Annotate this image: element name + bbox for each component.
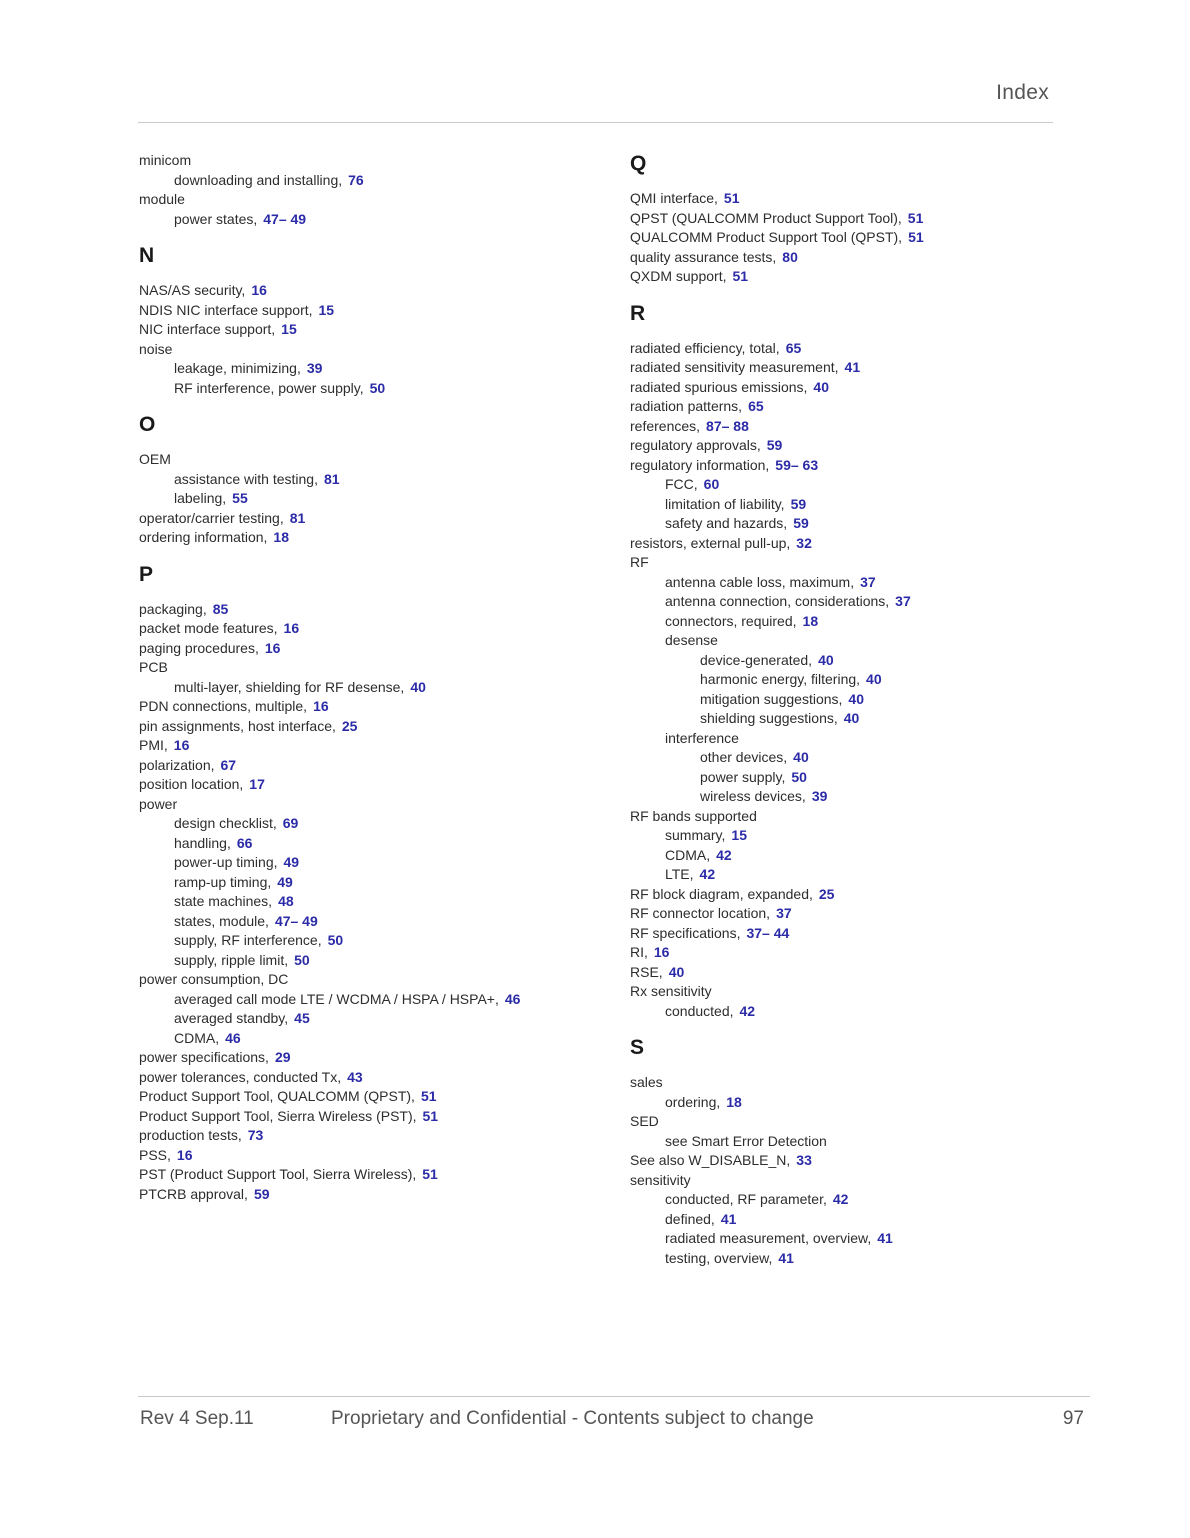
- page-reference-link[interactable]: 37: [895, 593, 911, 609]
- index-term: multi-layer, shielding for RF desense,: [174, 678, 405, 695]
- index-term: other devices,: [700, 749, 788, 765]
- index-term: RF connector location,: [630, 905, 771, 921]
- index-entry: [139, 171, 579, 191]
- index-entry: [630, 189, 1070, 209]
- index-entry: [630, 358, 1070, 378]
- index-term: CDMA,: [665, 846, 711, 863]
- index-entry: [630, 982, 1070, 1002]
- index-entry: [630, 924, 1070, 944]
- index-entry: [630, 690, 1070, 710]
- index-entry: [139, 151, 579, 171]
- index-term: references,: [630, 417, 701, 434]
- page-reference-link[interactable]: 73: [247, 1127, 264, 1143]
- page-reference-link[interactable]: 42: [699, 866, 716, 882]
- page-reference-link[interactable]: 51: [422, 1166, 438, 1182]
- page-reference-link[interactable]: 15: [281, 321, 297, 337]
- index-entry: [139, 970, 579, 990]
- page-reference-link[interactable]: 17: [249, 776, 265, 792]
- page-reference-link[interactable]: 29: [274, 1049, 291, 1065]
- index-term: testing, overview,: [665, 1249, 773, 1266]
- index-term: radiated measurement, overview,: [665, 1230, 872, 1246]
- index-term: radiation patterns,: [630, 398, 743, 414]
- page-reference-link[interactable]: 16: [264, 639, 281, 656]
- index-entry: [139, 301, 579, 321]
- index-entry: [139, 697, 579, 717]
- index-entry: [139, 639, 579, 659]
- index-term: Product Support Tool, Sierra Wireless (PST),: [139, 1107, 417, 1124]
- index-entry: [630, 709, 1070, 729]
- index-entry: [630, 885, 1070, 905]
- page-reference-link[interactable]: 51: [907, 209, 924, 226]
- index-entry: [630, 1132, 1070, 1152]
- page-reference-link[interactable]: 47– 49: [274, 912, 318, 929]
- index-term: sensitivity: [630, 1171, 691, 1188]
- page-reference-link[interactable]: 50: [327, 932, 344, 948]
- index-entry: [139, 795, 579, 815]
- index-term: assistance with testing,: [174, 470, 318, 487]
- page-reference-link[interactable]: 16: [251, 282, 267, 298]
- index-term: noise: [139, 340, 173, 357]
- page-reference-link[interactable]: 59: [790, 495, 807, 512]
- index-entry: [139, 951, 579, 971]
- index-entry: [139, 1068, 579, 1088]
- page-reference-link[interactable]: 18: [273, 529, 289, 545]
- page-reference-link[interactable]: 37: [776, 905, 792, 921]
- index-term: See also W_DISABLE_N,: [630, 1152, 791, 1168]
- index-entry: [139, 775, 579, 795]
- page-header-title: Index: [996, 81, 1049, 104]
- index-term: regulatory information,: [630, 456, 770, 473]
- page-reference-link[interactable]: 67: [220, 756, 237, 773]
- index-entry: [139, 379, 579, 399]
- index-entry: [139, 873, 579, 893]
- page-reference-link[interactable]: 50: [294, 951, 310, 968]
- index-term: PTCRB approval,: [139, 1185, 248, 1202]
- header-divider: [138, 122, 1053, 123]
- index-entry: [139, 658, 579, 678]
- index-term: power supply,: [700, 768, 786, 785]
- index-term: conducted, RF parameter,: [665, 1191, 827, 1207]
- page-reference-link[interactable]: 59: [793, 515, 809, 531]
- index-term: interference: [665, 729, 739, 746]
- index-term: minicom: [139, 152, 192, 168]
- page-reference-link[interactable]: 65: [748, 398, 764, 414]
- page-reference-link[interactable]: 16: [313, 698, 329, 714]
- index-entry: [139, 717, 579, 737]
- index-entry: [630, 768, 1070, 788]
- page-reference-link[interactable]: 49: [277, 873, 293, 890]
- index-term: radiated efficiency, total,: [630, 339, 780, 356]
- index-section-heading: Q: [630, 152, 647, 175]
- page-reference-link[interactable]: 16: [653, 944, 670, 960]
- index-term: supply, RF interference,: [174, 932, 322, 948]
- page-reference-link[interactable]: 59– 63: [775, 456, 819, 473]
- page-reference-link[interactable]: 18: [726, 1093, 742, 1110]
- index-entry: [630, 826, 1070, 846]
- index-term: RF bands supported: [630, 807, 757, 824]
- index-entry: [630, 807, 1070, 827]
- index-entry: [630, 514, 1070, 534]
- index-entry: [630, 378, 1070, 398]
- index-entry: [139, 1107, 579, 1127]
- index-term: summary,: [665, 827, 726, 843]
- page-reference-link[interactable]: 41: [720, 1210, 737, 1227]
- index-term: module: [139, 191, 185, 207]
- index-entry: [630, 1112, 1070, 1132]
- index-section-heading: R: [630, 301, 646, 325]
- index-term: state machines,: [174, 893, 273, 909]
- page-reference-link[interactable]: 50: [791, 768, 807, 785]
- index-entry: [139, 990, 579, 1010]
- index-term: harmonic energy, filtering,: [700, 671, 861, 687]
- page-reference-link[interactable]: 47– 49: [263, 210, 307, 227]
- index-term: operator/carrier testing,: [139, 509, 284, 526]
- index-column-right: [630, 151, 1070, 1268]
- index-term: power consumption, DC: [139, 971, 289, 987]
- index-entry: [630, 1093, 1070, 1113]
- page-reference-link[interactable]: 15: [731, 827, 747, 843]
- index-entry: [630, 228, 1070, 248]
- index-term: ordering information,: [139, 529, 268, 545]
- index-term: limitation of liability,: [665, 495, 785, 512]
- page-reference-link[interactable]: 39: [306, 360, 323, 376]
- index-term: device-generated,: [700, 651, 813, 668]
- index-entry: [139, 1048, 579, 1068]
- index-entry: [630, 339, 1070, 359]
- index-term: CDMA,: [174, 1029, 220, 1046]
- page-reference-link[interactable]: 51: [732, 268, 749, 284]
- page-reference-link[interactable]: 40: [843, 710, 860, 726]
- section-spacer: [630, 327, 1070, 339]
- index-entry: [139, 619, 579, 639]
- section-spacer: [139, 438, 579, 450]
- index-term: regulatory approvals,: [630, 437, 761, 453]
- index-entry: [630, 1171, 1070, 1191]
- index-term: PSS,: [139, 1146, 171, 1163]
- page-reference-link[interactable]: 40: [793, 749, 809, 765]
- index-entry: [139, 450, 579, 470]
- page-reference-link[interactable]: 55: [232, 490, 248, 506]
- index-term: RF specifications,: [630, 924, 741, 941]
- index-term: QUALCOMM Product Support Tool (QPST),: [630, 229, 903, 245]
- index-term: position location,: [139, 776, 244, 792]
- index-term: SED: [630, 1113, 659, 1129]
- index-entry: [630, 1151, 1070, 1171]
- page-reference-link[interactable]: 46: [504, 990, 521, 1007]
- section-spacer: [139, 269, 579, 281]
- page-reference-link[interactable]: 42: [832, 1191, 849, 1207]
- index-term: RF interference, power supply,: [174, 379, 364, 396]
- index-section-heading: O: [139, 413, 156, 436]
- index-term: RF: [630, 554, 649, 570]
- footer-revision: Rev 4 Sep.11: [140, 1408, 254, 1429]
- index-entry: [630, 495, 1070, 515]
- index-term: radiated spurious emissions,: [630, 378, 808, 395]
- page-reference-link[interactable]: 41: [877, 1230, 893, 1246]
- index-term: labeling,: [174, 490, 227, 506]
- index-entry: [139, 489, 579, 509]
- index-section-heading: P: [139, 562, 154, 586]
- index-term: defined,: [665, 1210, 715, 1227]
- index-entry: [139, 853, 579, 873]
- index-term: resistors, external pull-up,: [630, 534, 791, 551]
- page-reference-link[interactable]: 15: [318, 301, 335, 318]
- index-term: power specifications,: [139, 1049, 269, 1065]
- index-term: LTE,: [665, 866, 694, 882]
- index-entry: [630, 397, 1070, 417]
- index-entry: [630, 209, 1070, 229]
- index-entry: [139, 340, 579, 360]
- index-term: supply, ripple limit,: [174, 951, 289, 968]
- index-term: production tests,: [139, 1127, 242, 1143]
- index-term: quality assurance tests,: [630, 248, 777, 265]
- index-column-left: [139, 151, 579, 1204]
- index-entry: [139, 1165, 579, 1185]
- index-term: packet mode features,: [139, 620, 278, 636]
- page-reference-link[interactable]: 81: [323, 470, 340, 487]
- index-entry: [139, 190, 579, 210]
- page-reference-link[interactable]: 65: [785, 339, 802, 356]
- page-reference-link[interactable]: 37: [860, 573, 876, 590]
- page-reference-link[interactable]: 40: [848, 690, 864, 707]
- index-term: NIC interface support,: [139, 321, 276, 337]
- page-reference-link[interactable]: 50: [369, 379, 386, 396]
- index-term: handling,: [174, 834, 231, 851]
- index-term: shielding suggestions,: [700, 710, 838, 726]
- footer-divider: [138, 1396, 1090, 1397]
- index-term: leakage, minimizing,: [174, 360, 301, 376]
- index-term: RSE,: [630, 963, 663, 980]
- index-entry: [630, 846, 1070, 866]
- page-reference-link[interactable]: 87– 88: [706, 417, 749, 434]
- index-entry: [630, 592, 1070, 612]
- page-reference-link[interactable]: 51: [422, 1107, 439, 1124]
- index-entry: [139, 509, 579, 529]
- index-entry: [139, 834, 579, 854]
- index-entry: [630, 1210, 1070, 1230]
- page-reference-link[interactable]: 43: [347, 1068, 363, 1085]
- page-reference-link[interactable]: 51: [723, 190, 740, 206]
- index-entry: [630, 1073, 1070, 1093]
- page-reference-link[interactable]: 37– 44: [746, 924, 790, 941]
- index-entry: [630, 248, 1070, 268]
- index-term: mitigation suggestions,: [700, 690, 843, 707]
- index-term: PMI,: [139, 737, 168, 753]
- index-entry: [139, 1126, 579, 1146]
- index-entry: [139, 736, 579, 756]
- index-term: Rx sensitivity: [630, 983, 712, 999]
- page-reference-link[interactable]: 41: [778, 1249, 794, 1266]
- index-term: NAS/AS security,: [139, 282, 246, 298]
- index-entry: [139, 1185, 579, 1205]
- page-reference-link[interactable]: 25: [341, 717, 358, 734]
- page-reference-link[interactable]: 25: [818, 885, 835, 902]
- index-entry: [630, 475, 1070, 495]
- page-reference-link[interactable]: 51: [908, 229, 924, 245]
- page-reference-link[interactable]: 16: [173, 737, 190, 753]
- page-reference-link[interactable]: 60: [703, 476, 720, 492]
- index-entry: [630, 729, 1070, 749]
- page-reference-link[interactable]: 41: [844, 359, 861, 375]
- page-reference-link[interactable]: 40: [410, 678, 426, 695]
- index-entry: [630, 417, 1070, 437]
- page-reference-link[interactable]: 32: [796, 534, 812, 551]
- page-reference-link[interactable]: 45: [294, 1010, 310, 1026]
- page-reference-link[interactable]: 39: [811, 788, 828, 804]
- index-entry: [630, 456, 1070, 476]
- page-reference-link[interactable]: 59: [766, 437, 783, 453]
- section-spacer: [139, 548, 579, 562]
- index-term: NDIS NIC interface support,: [139, 301, 313, 318]
- index-term: QMI interface,: [630, 190, 718, 206]
- index-term: FCC,: [665, 476, 698, 492]
- section-spacer: [630, 177, 1070, 189]
- index-entry: [139, 892, 579, 912]
- index-term: ramp-up timing,: [174, 873, 272, 890]
- index-term: states, module,: [174, 912, 269, 929]
- index-entry: [630, 1190, 1070, 1210]
- index-term: see Smart Error Detection: [665, 1132, 827, 1149]
- index-term: conducted,: [665, 1002, 734, 1019]
- index-term: power tolerances, conducted Tx,: [139, 1068, 342, 1085]
- index-term: power states,: [174, 210, 258, 227]
- index-entry: [139, 912, 579, 932]
- index-term: design checklist,: [174, 815, 277, 831]
- index-term: averaged standby,: [174, 1010, 289, 1026]
- section-spacer: [630, 1021, 1070, 1035]
- page-reference-link[interactable]: 16: [283, 620, 300, 636]
- page-reference-link[interactable]: 85: [212, 600, 229, 617]
- page-reference-link[interactable]: 59: [253, 1185, 270, 1202]
- index-entry: [139, 814, 579, 834]
- index-entry: [139, 600, 579, 620]
- index-entry: [139, 756, 579, 776]
- index-entry: [139, 1146, 579, 1166]
- index-term: pin assignments, host interface,: [139, 717, 336, 734]
- index-entry: [630, 904, 1070, 924]
- index-term: safety and hazards,: [665, 515, 788, 531]
- index-term: RF block diagram, expanded,: [630, 885, 813, 902]
- index-entry: [630, 612, 1070, 632]
- page-reference-link[interactable]: 46: [225, 1029, 241, 1046]
- page-reference-link[interactable]: 66: [236, 834, 253, 851]
- section-spacer: [139, 588, 579, 600]
- index-term: PDN connections, multiple,: [139, 698, 308, 714]
- index-entry: [630, 631, 1070, 651]
- page-reference-link[interactable]: 40: [813, 378, 829, 395]
- page-reference-link[interactable]: 33: [796, 1152, 812, 1168]
- index-entry: [630, 436, 1070, 456]
- index-term: RI,: [630, 944, 648, 960]
- page-reference-link[interactable]: 40: [866, 671, 882, 687]
- page-reference-link[interactable]: 76: [348, 171, 364, 188]
- page-reference-link[interactable]: 51: [420, 1088, 437, 1104]
- index-section-heading: S: [630, 1036, 645, 1059]
- index-term: polarization,: [139, 756, 215, 773]
- index-entry: [630, 1229, 1070, 1249]
- index-term: Product Support Tool, QUALCOMM (QPST),: [139, 1088, 415, 1104]
- index-entry: [139, 678, 579, 698]
- index-entry: [139, 210, 579, 230]
- index-term: power-up timing,: [174, 854, 278, 870]
- index-term: connectors, required,: [665, 612, 797, 629]
- index-entry: [630, 267, 1070, 287]
- index-entry: [630, 748, 1070, 768]
- index-term: averaged call mode LTE / WCDMA / HSPA / HSPA+,: [174, 990, 499, 1007]
- section-spacer: [139, 398, 579, 412]
- index-term: antenna cable loss, maximum,: [665, 573, 855, 590]
- footer-confidentiality: Proprietary and Confidential - Contents subject to change: [331, 1408, 814, 1429]
- index-term: paging procedures,: [139, 639, 259, 656]
- index-entry: [139, 931, 579, 951]
- page-reference-link[interactable]: 42: [716, 846, 732, 863]
- index-entry: [630, 573, 1070, 593]
- footer-page-number: 97: [1062, 1408, 1084, 1429]
- index-term: PCB: [139, 659, 168, 675]
- index-term: packaging,: [139, 600, 207, 617]
- index-term: OEM: [139, 451, 171, 467]
- index-entry: [630, 670, 1070, 690]
- index-entry: [630, 651, 1070, 671]
- section-spacer: [630, 287, 1070, 301]
- section-spacer: [139, 229, 579, 243]
- index-entry: [139, 1009, 579, 1029]
- index-term: desense: [665, 632, 718, 648]
- index-entry: [139, 528, 579, 548]
- index-term: sales: [630, 1074, 663, 1090]
- index-term: antenna connection, considerations,: [665, 593, 890, 609]
- index-term: radiated sensitivity measurement,: [630, 359, 839, 375]
- index-entry: [630, 865, 1070, 885]
- index-entry: [139, 320, 579, 340]
- section-spacer: [630, 1061, 1070, 1073]
- index-term: downloading and installing,: [174, 171, 343, 188]
- index-entry: [630, 787, 1070, 807]
- page-reference-link[interactable]: 16: [176, 1146, 193, 1163]
- index-term: wireless devices,: [700, 788, 806, 804]
- index-entry: [139, 470, 579, 490]
- page-reference-link[interactable]: 49: [283, 854, 300, 870]
- index-term: QXDM support,: [630, 268, 727, 284]
- index-term: ordering,: [665, 1093, 721, 1110]
- page-reference-link[interactable]: 40: [668, 963, 685, 980]
- index-entry: [630, 534, 1070, 554]
- index-entry: [630, 963, 1070, 983]
- index-entry: [139, 281, 579, 301]
- page-reference-link[interactable]: 81: [289, 509, 306, 526]
- page-reference-link[interactable]: 80: [782, 248, 798, 265]
- index-entry: [630, 1002, 1070, 1022]
- index-term: power: [139, 795, 178, 812]
- page-reference-link[interactable]: 40: [818, 651, 834, 668]
- index-term: QPST (QUALCOMM Product Support Tool),: [630, 209, 902, 226]
- index-section-heading: N: [139, 244, 155, 267]
- index-entry: [139, 359, 579, 379]
- index-entry: [630, 943, 1070, 963]
- page-reference-link[interactable]: 42: [739, 1002, 756, 1019]
- index-entry: [139, 1029, 579, 1049]
- index-entry: [630, 1249, 1070, 1269]
- page-reference-link[interactable]: 18: [802, 612, 819, 629]
- index-entry: [630, 553, 1070, 573]
- page-reference-link[interactable]: 48: [278, 893, 294, 909]
- index-entry: [139, 1087, 579, 1107]
- index-term: PST (Product Support Tool, Sierra Wireless),: [139, 1166, 417, 1182]
- page-reference-link[interactable]: 69: [282, 815, 299, 831]
